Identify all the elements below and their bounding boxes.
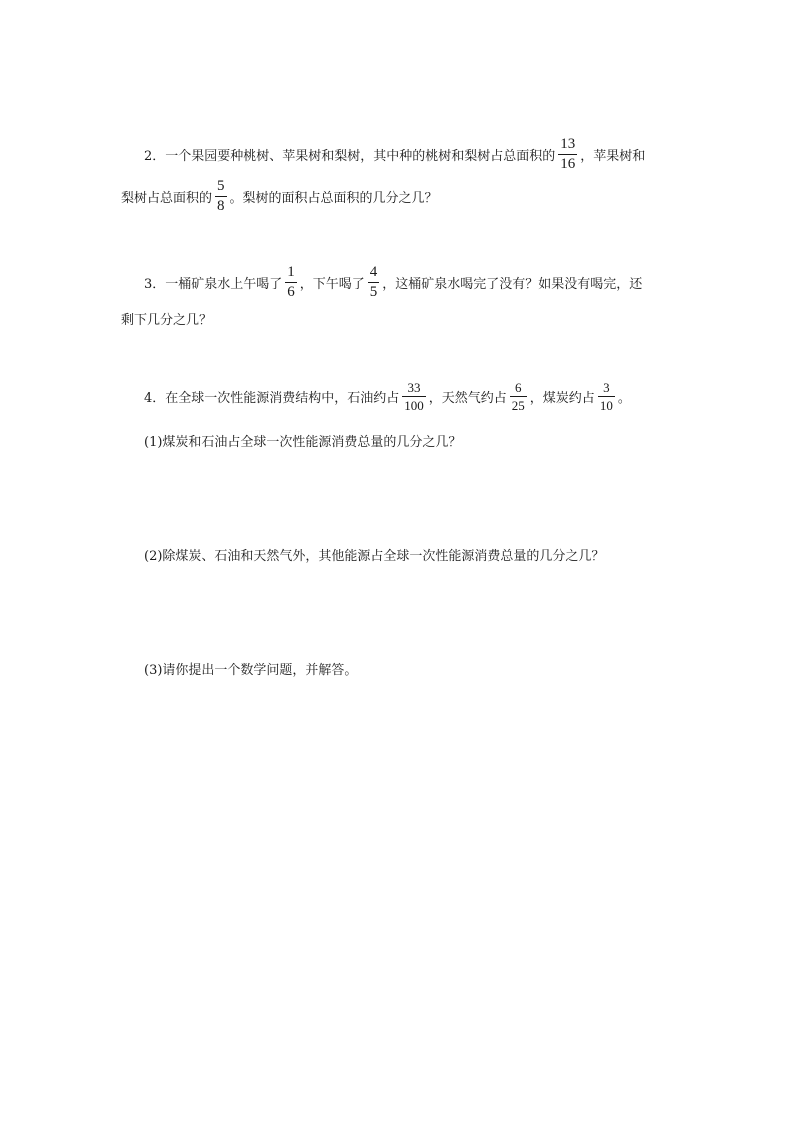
q4-fraction-3-denominator: 10 [599,397,613,413]
q4-text-1d: 。 [617,390,631,406]
q3-line-2 [121,298,212,338]
q2-fraction-2 [215,179,227,214]
fraction-bar [598,396,615,397]
q2-fraction-2-denominator: 8 [217,197,225,214]
q3-line-1 [144,262,642,302]
q4-text-1a: 4．在全球一次性能源消费结构中，石油约占 [144,390,400,406]
q2-fraction-1 [558,137,577,172]
q2-line-2 [121,176,438,216]
q3-text-1a: 3．一桶矿泉水上午喝了 [144,276,283,292]
fraction-bar [285,282,297,283]
q2-fraction-2-numerator: 5 [217,177,225,194]
q4-line-1 [144,376,631,416]
q4-fraction-1 [402,381,426,412]
q3-fraction-2-denominator: 5 [369,283,378,300]
q2-text-1a: 2．一个果园要种桃树、苹果树和梨树，其中种的桃树和梨树占总面积的 [144,148,556,164]
q4-sub-question-2 [144,534,604,574]
q4-sub-3-text: (3)请你提出一个数学问题，并解答。 [144,662,358,678]
q4-fraction-2-denominator: 25 [511,397,525,413]
fraction-bar [558,154,577,155]
q4-fraction-1-numerator: 33 [407,379,421,395]
q3-fraction-2 [368,265,380,300]
q2-fraction-1-numerator: 13 [560,135,576,152]
q3-fraction-1-denominator: 6 [287,283,295,300]
q3-fraction-1-numerator: 1 [287,263,295,280]
q2-text-1b: ，苹果树和 [580,148,646,164]
q2-text-2b: 。梨树的面积占总面积的几分之几？ [229,190,438,206]
q4-text-1b: ，天然气约占 [428,390,507,406]
fraction-bar [368,282,380,283]
q3-text-1c: ，这桶矿泉水喝完了没有？如果没有喝完，还 [382,276,643,292]
q3-fraction-1 [285,265,297,300]
q2-line-1 [144,134,645,174]
q4-fraction-3-numerator: 3 [603,379,610,395]
q2-fraction-1-denominator: 16 [560,155,576,172]
q3-text-2: 剩下几分之几？ [121,312,213,328]
q4-fraction-1-denominator: 100 [404,397,424,413]
q4-fraction-3 [598,381,615,412]
fraction-bar [215,196,227,197]
q4-text-1c: ，煤炭约占 [529,390,595,406]
q4-fraction-2-numerator: 6 [515,379,522,395]
fraction-bar [402,396,426,397]
q4-fraction-2 [510,381,527,412]
fraction-bar [510,396,527,397]
q4-sub-2-text: (2)除煤炭、石油和天然气外，其他能源占全球一次性能源消费总量的几分之几？ [144,548,605,564]
q4-sub-question-3 [144,648,357,688]
q2-text-2a: 梨树占总面积的 [121,190,213,206]
q4-sub-question-1 [144,420,461,460]
q4-sub-1-text: (1)煤炭和石油占全球一次性能源消费总量的几分之几？ [144,434,462,450]
q3-fraction-2-numerator: 4 [369,263,378,280]
q3-text-1b: ，下午喝了 [299,276,365,292]
